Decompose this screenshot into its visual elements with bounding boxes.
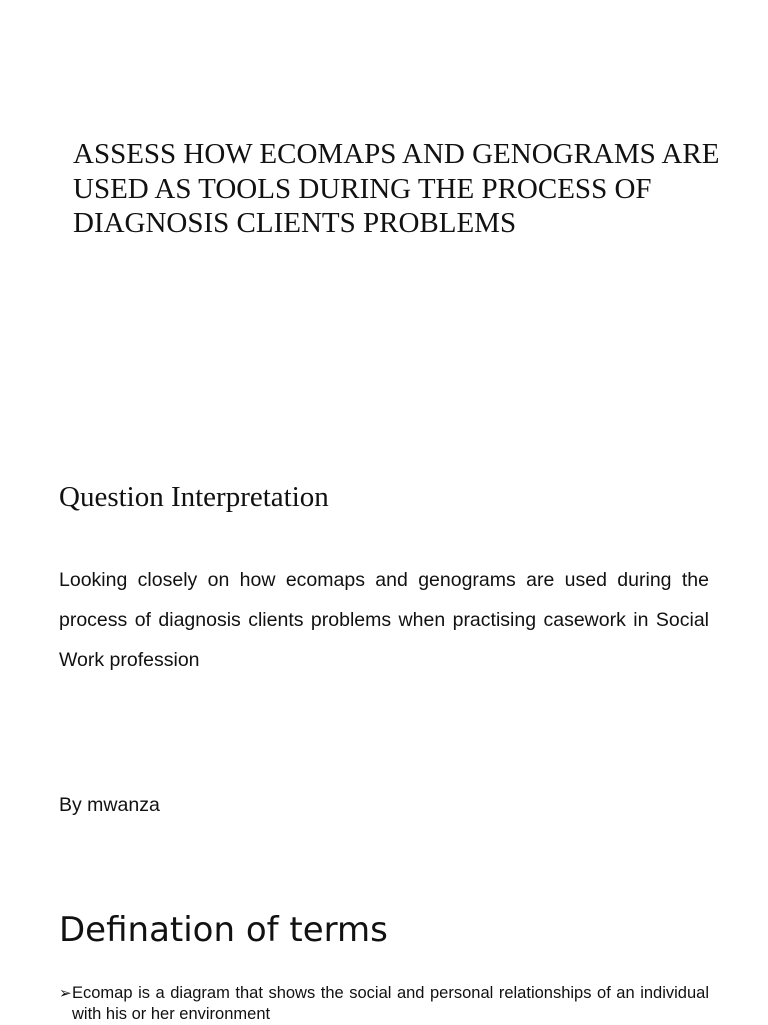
ecomap-definition-text: Ecomap is a diagram that shows the social and personal relationships of an individual with his or her environment xyxy=(72,984,709,1023)
question-interpretation-heading: Question Interpretation xyxy=(59,481,329,513)
arrowhead-bullet-icon: ➢ xyxy=(59,984,72,1002)
definition-of-terms-heading: Defination of terms xyxy=(59,910,388,950)
question-interpretation-paragraph: Looking closely on how ecomaps and genograms are used during the process of diagnosis clients problems when practising casework in Social Work profession xyxy=(59,569,709,671)
author-line: By mwanza xyxy=(59,794,160,816)
definition-list-item xyxy=(59,983,709,1025)
document-title: ASSESS HOW ECOMAPS AND GENOGRAMS ARE USED AS TOOLS DURING THE PROCESS OF DIAGNOSIS CLIENTS PROBLEMS xyxy=(73,138,720,239)
